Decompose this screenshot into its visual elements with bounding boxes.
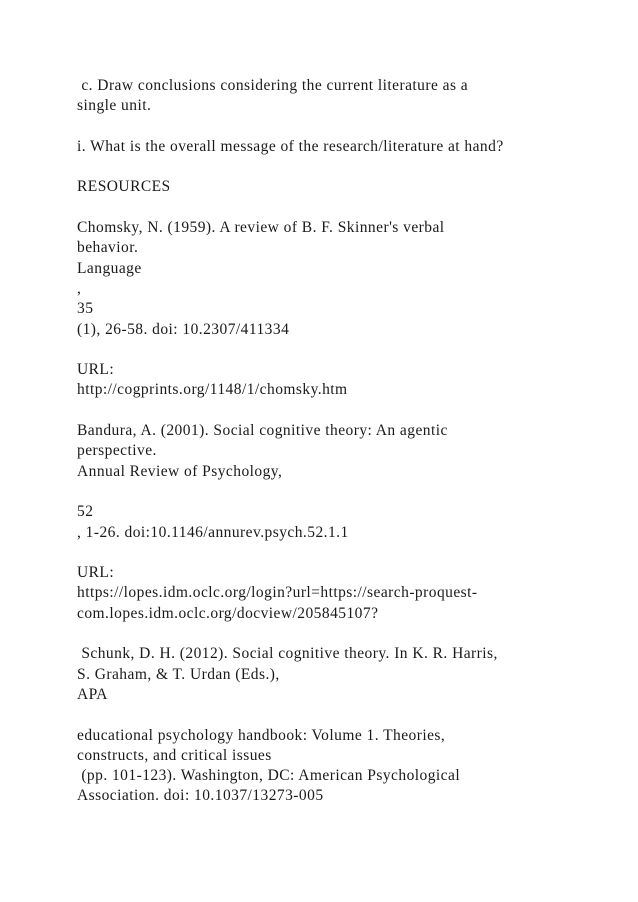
reference-line: , 1-26. doi:10.1146/annurev.psych.52.1.1 (77, 523, 349, 541)
text-line (77, 157, 597, 177)
reference-line: Bandura, A. (2001). Social cognitive theory: An agentic (77, 422, 448, 440)
reference-line: S. Graham, & T. Urdan (Eds.), (77, 665, 280, 683)
reference-line: , (77, 279, 82, 297)
url-text: http://cogprints.org/1148/1/chomsky.htm (77, 381, 348, 399)
url-label: URL: (77, 361, 115, 379)
url-label: URL: (77, 564, 115, 582)
text-line (77, 340, 597, 360)
reference-line: (1), 26-58. doi: 10.2307/411334 (77, 320, 290, 338)
text-line (77, 198, 597, 218)
reference-line: educational psychology handbook: Volume 1. Theories, (77, 726, 446, 744)
text-line: i. What is the overall message of the research/literature at hand? (77, 137, 504, 155)
reference-line: Chomsky, N. (1959). A review of B. F. Skinner's verbal (77, 219, 445, 237)
reference-line: 52 (77, 503, 94, 521)
text-line (77, 117, 597, 137)
reference-line: Schunk, D. H. (2012). Social cognitive theory. In K. R. Harris, (77, 645, 498, 663)
reference-line: Association. doi: 10.1037/13273-005 (77, 787, 324, 805)
text-line (77, 624, 597, 644)
url-text: com.lopes.idm.oclc.org/docview/205845107? (77, 604, 379, 622)
section-heading: RESOURCES (77, 178, 171, 196)
text-line (77, 482, 597, 502)
text-line: c. Draw conclusions considering the current literature as a (77, 77, 469, 94)
url-text: https://lopes.idm.oclc.org/login?url=https://search-proquest- (77, 584, 478, 602)
reference-line: Annual Review of Psychology, (77, 462, 283, 480)
reference-line: (pp. 101-123). Washington, DC: American Psychological (77, 767, 461, 785)
reference-line: constructs, and critical issues (77, 746, 272, 764)
reference-line: behavior. (77, 239, 139, 257)
reference-line: perspective. (77, 442, 157, 460)
text-line (77, 705, 597, 725)
text-line: single unit. (77, 97, 152, 115)
text-line (77, 543, 597, 563)
reference-line: 35 (77, 300, 94, 318)
reference-line: APA (77, 685, 108, 703)
document-text (77, 76, 597, 807)
reference-line: Language (77, 259, 142, 277)
text-line (77, 401, 597, 421)
